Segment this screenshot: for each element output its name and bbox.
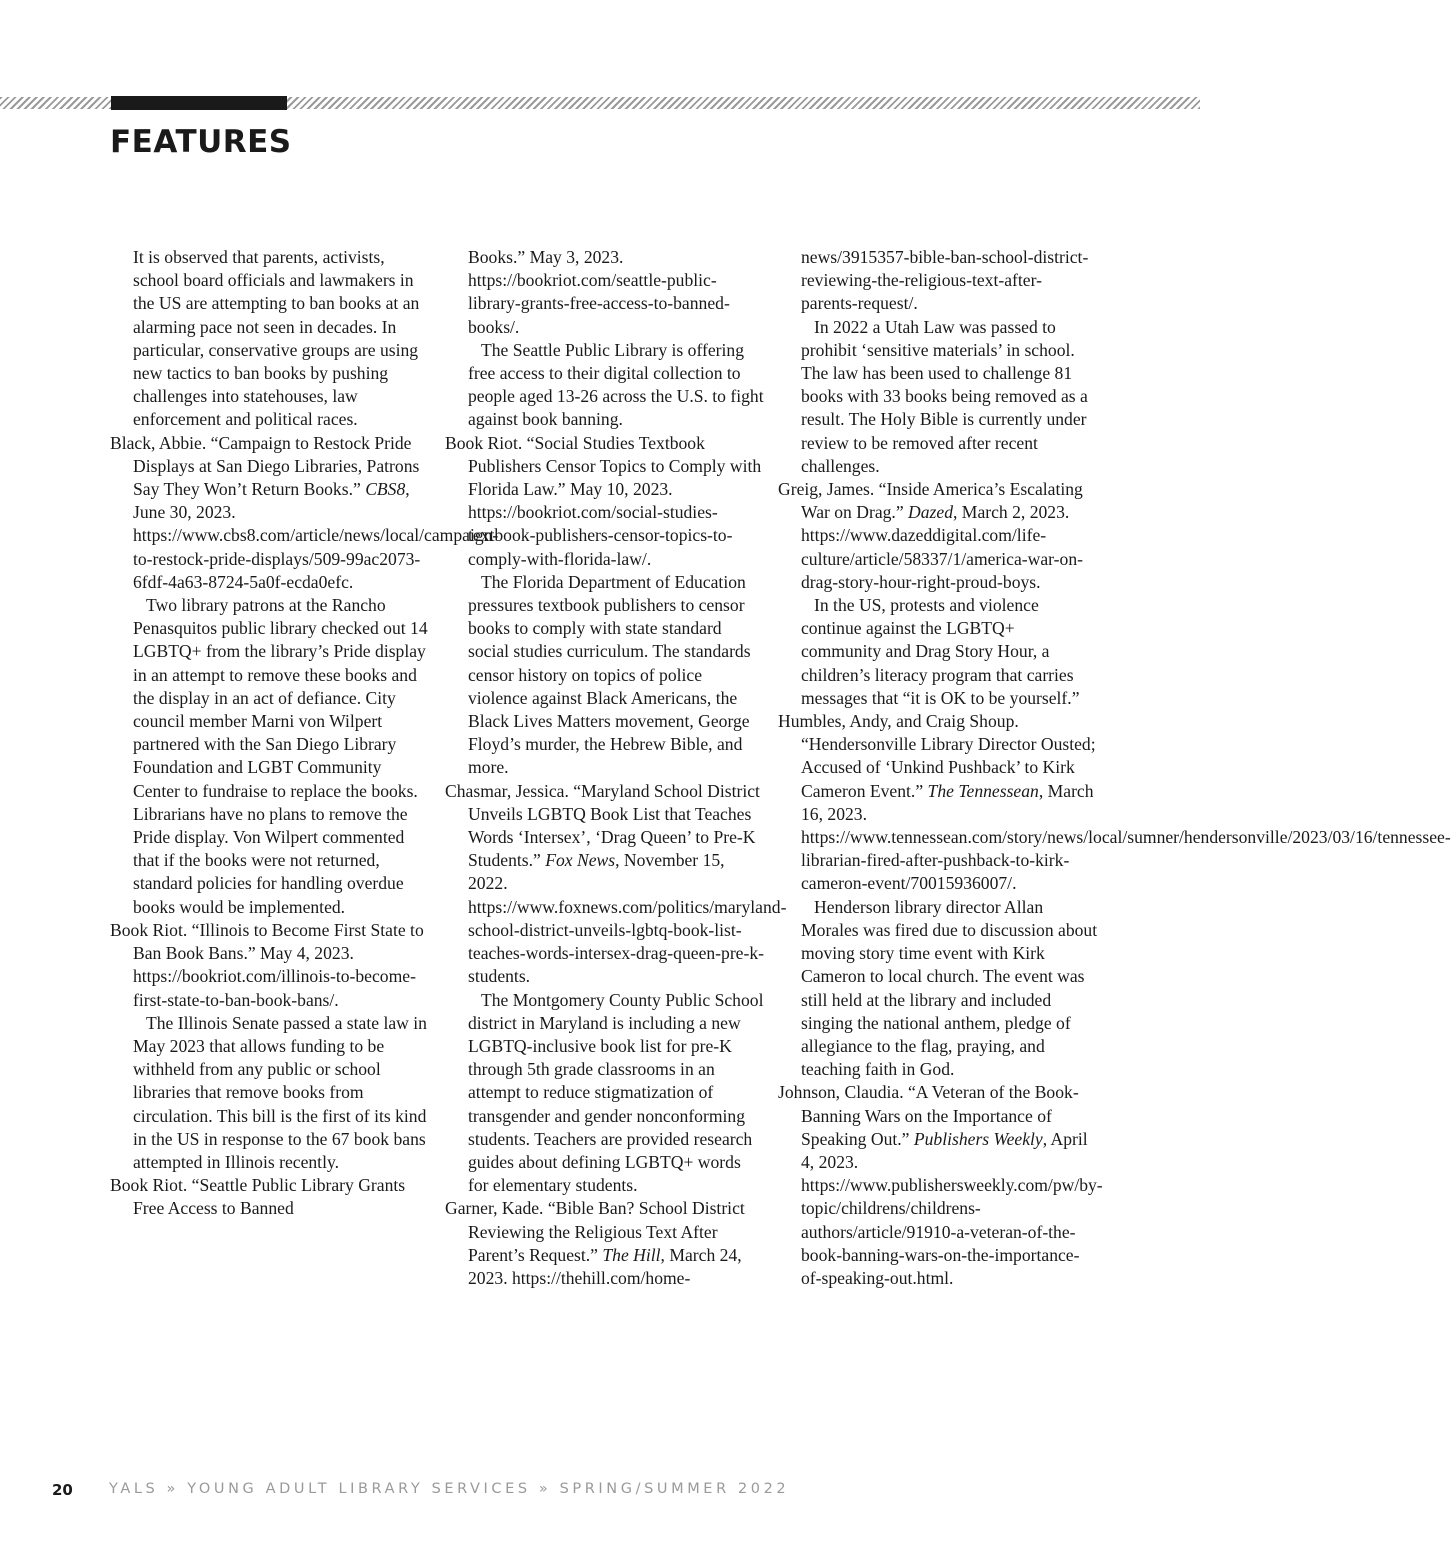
bibliography-entry bbox=[110, 432, 499, 594]
citation-details: , March 2, 2023. https://www.dazeddigital.com/life-culture/article/58337/1/america-war-on-drag-story-hour-right-proud-boys. bbox=[801, 502, 1083, 592]
annotation-paragraph: Henderson library director Allan Morales was fired due to discussion about moving story time event with Kirk Cameron to local church. The event was still held at the library and included singing the national anthem, pledge of allegiance to the flag, praying, and teaching faith in God. bbox=[801, 896, 1098, 1080]
annotation-paragraph: In the US, protests and violence continue against the LGBTQ+ community and Drag Story Hour, a children’s literacy program that carries messages that “it is OK to be yourself.” bbox=[801, 595, 1080, 708]
bibliography-entry bbox=[445, 432, 765, 571]
annotation-paragraph: The Seattle Public Library is offering free access to their digital collection to people aged 13-26 across the U.S. to fight against book banning. bbox=[468, 339, 764, 430]
continued-paragraph: news/3915357-bible-ban-school-district-reviewing-the-religious-text-after-parents-request/. bbox=[801, 247, 1089, 314]
text-column-3 bbox=[778, 246, 1451, 1290]
citation-details: , November 15, 2022. https://www.foxnews.com/politics/maryland-school-district-unveils-lgbtq-book-list-teaches-words-intersex-drag-queen-pre-k-students. bbox=[468, 850, 787, 987]
publication-title: CBS8 bbox=[365, 479, 406, 500]
citation-details: , March 24, 2023. https://thehill.com/home- bbox=[468, 1244, 742, 1288]
annotation-paragraph: The Montgomery County Public School district in Maryland is including a new LGBTQ-inclusive book list for pre-K through 5th grade classrooms in an attempt to reduce stigmatization of transgender and gender nonconforming students. Teachers are provided research guides about defining LGBTQ+ words for elementary students. bbox=[468, 989, 764, 1196]
bibliography-entry bbox=[445, 1197, 765, 1290]
citation-text: Black, Abbie. “Campaign to Restock Pride Displays at San Diego Libraries, Patrons Say They Won’t Return Books.” bbox=[110, 432, 420, 500]
header-accent-bar bbox=[111, 96, 287, 110]
annotation-paragraph: Two library patrons at the Rancho Penasquitos public library checked out 14 LGBTQ+ from the library’s Pride display in an attempt to remove these books and the display in an act of defiance. City council member Marni von Wilpert partnered with the San Diego Library Foundation and LGBT Community Center to fundraise to replace the books. Librarians have no plans to remove the Pride display. Von Wilpert commented that if the books were not returned, standard policies for handling overdue books would be implemented. bbox=[133, 595, 428, 917]
bibliography-entry bbox=[445, 780, 787, 989]
bibliography-entry bbox=[778, 478, 1098, 594]
citation-text: Greig, James. “Inside America’s Escalating War on Drag.” bbox=[778, 479, 1083, 523]
publication-title: The Tennessean bbox=[927, 780, 1039, 801]
annotation-paragraph: The Florida Department of Education pressures textbook publishers to censor books to comply with state standard social studies curriculum. The standards censor history on topics of police violence against Black Americans, the Black Lives Matters movement, George Floyd’s murder, the Hebrew Bible, and more. bbox=[468, 571, 751, 778]
annotation-paragraph: In 2022 a Utah Law was passed to prohibit ‘sensitive materials’ in school. The law has been used to challenge 81 books with 33 books being removed as a result. The Holy Bible is currently under review to be removed after recent challenges. bbox=[801, 316, 1088, 476]
page-number: 20 bbox=[52, 1481, 73, 1499]
citation-text: Chasmar, Jessica. “Maryland School District Unveils LGBTQ Book List that Teaches Words ‘Intersex’, ‘Drag Queen’ to Pre-K Students.” bbox=[445, 780, 760, 871]
publication-title: The Hill bbox=[602, 1244, 661, 1265]
bibliography-entry bbox=[778, 710, 1451, 896]
bibliography-entry bbox=[110, 919, 430, 1012]
citation-text: Johnson, Claudia. “A Veteran of the Book-Banning Wars on the Importance of Speaking Out.” bbox=[778, 1082, 1079, 1149]
citation-details: , April 4, 2023. https://www.publishersweekly.com/pw/by-topic/childrens/childrens-authors/article/91910-a-veteran-of-the-book-banning-wars-on-the-importance-of-speaking-out.html. bbox=[801, 1128, 1103, 1288]
bibliography-entry bbox=[110, 1174, 430, 1220]
section-title: FEATURES bbox=[110, 124, 292, 160]
publication-title: Dazed bbox=[908, 502, 953, 523]
citation-text: Book Riot. “Illinois to Become First State to Ban Book Bans.” May 4, 2023. https://bookriot.com/illinois-to-become-first-state-to-ban-book-bans/. bbox=[110, 919, 424, 1010]
citation-text: Humbles, Andy, and Craig Shoup. “Hendersonville Library Director Ousted; Accused of ‘Unkind Pushback’ to Kirk Cameron Event.” bbox=[778, 711, 1096, 801]
publication-title: Fox News bbox=[545, 850, 616, 871]
continued-paragraph: Books.” May 3, 2023. https://bookriot.com/seattle-public-library-grants-free-access-to-banned-books/. bbox=[468, 247, 730, 337]
citation-text: Book Riot. “Social Studies Textbook Publishers Censor Topics to Comply with Florida Law.” May 10, 2023. https://bookriot.com/social-studies-textbook-publishers-censor-topics-to-comply-with-florida-law/. bbox=[445, 432, 762, 569]
text-column-1 bbox=[110, 246, 499, 1221]
annotation-paragraph: The Illinois Senate passed a state law in May 2023 that allows funding to be withheld from any public or school libraries that remove books from circulation. This bill is the first of its kind in the US in response to the 67 book bans attempted in Illinois recently. bbox=[133, 1012, 427, 1172]
bibliography-entry bbox=[778, 1081, 1103, 1290]
citation-text: Garner, Kade. “Bible Ban? School District Reviewing the Religious Text After Parent’s Request.” bbox=[445, 1198, 745, 1265]
citation-details: , June 30, 2023. https://www.cbs8.com/article/news/local/campaign-to-restock-pride-displays/509-99ac2073-6fdf-4a63-8724-5a0f-ecda0efc. bbox=[133, 479, 499, 592]
publication-title: Publishers Weekly bbox=[913, 1128, 1043, 1149]
text-column-2 bbox=[445, 246, 787, 1290]
citation-text: Book Riot. “Seattle Public Library Grants Free Access to Banned bbox=[110, 1175, 406, 1219]
citation-details: , March 16, 2023. https://www.tennessean.com/story/news/local/sumner/hendersonville/2023/03/16/tennessee-librarian-fired-after-pushback-to-kirk-cameron-event/70015936007/. bbox=[801, 780, 1451, 894]
continued-paragraph: It is observed that parents, activists, school board officials and lawmakers in the US are attempting to ban books at an alarming pace not seen in decades. In particular, conservative groups are using new tactics to ban books by pushing challenges into statehouses, law enforcement and political races. bbox=[133, 247, 420, 430]
running-footer: YALS » YOUNG ADULT LIBRARY SERVICES » SPRING/SUMMER 2022 bbox=[109, 1481, 790, 1497]
